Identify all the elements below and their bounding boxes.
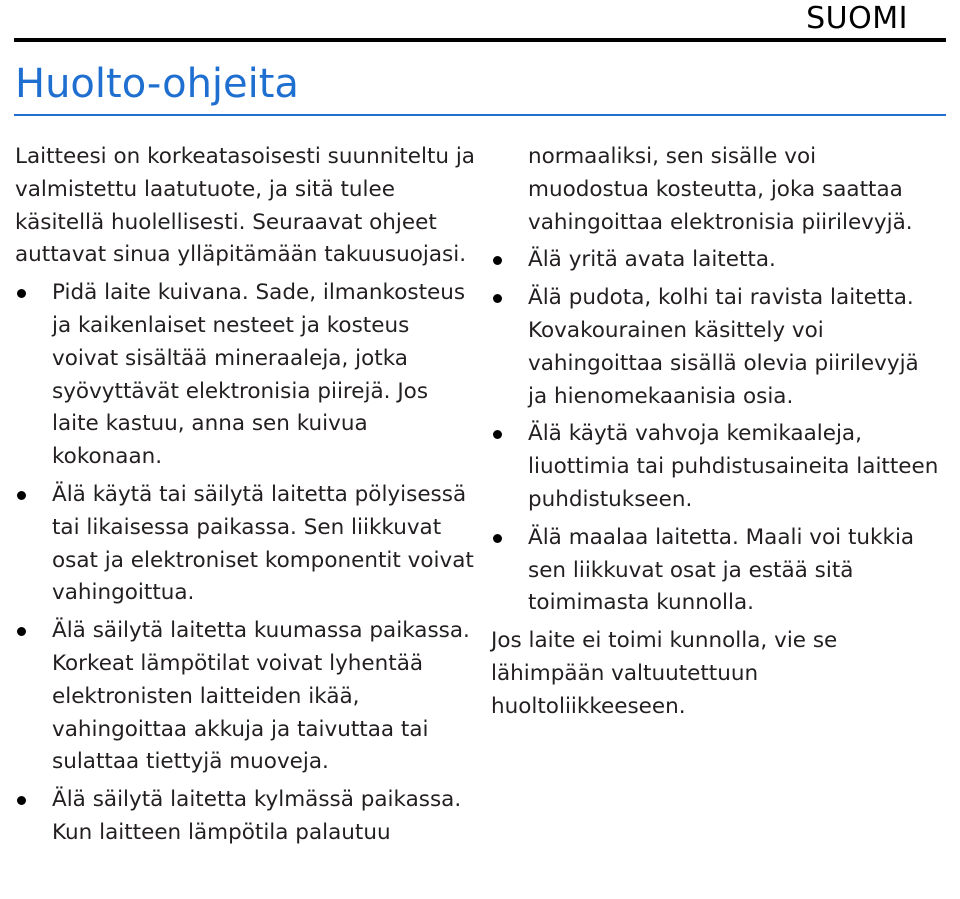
list-item-text: Älä säilytä laitetta kuumassa paikassa. Korkeat lämpötilat voivat lyhentää elektronisten laitteiden ikää, vahingoittaa akkuja ja taivuttaa tai sulattaa tiettyjä muoveja. — [52, 618, 470, 775]
bullet-icon — [493, 430, 502, 439]
bullet-icon — [17, 289, 26, 298]
list-item-text: Älä yritä avata laitetta. — [528, 247, 776, 273]
bullet-icon — [493, 256, 502, 265]
page-title: Huolto-ohjeita — [15, 61, 299, 107]
list-item-text: Älä pudota, kolhi tai ravista laitetta. Kovakourainen käsittely voi vahingoittaa sisällä olevia piirilevyjä ja hienomekaanisia osia. — [528, 285, 919, 409]
list-item — [491, 418, 941, 516]
bullet-icon — [17, 491, 26, 500]
list-item — [491, 522, 941, 620]
list-item — [491, 282, 941, 413]
top-rule — [14, 38, 946, 42]
left-column — [15, 141, 475, 850]
list-item-text: Älä käytä tai säilytä laitetta pölyisessä tai likaisessa paikassa. Sen liikkuvat osat ja elektroniset komponentit voivat vahingoittua. — [52, 481, 474, 606]
right-column — [491, 141, 941, 724]
list-item-text: Älä säilytä laitetta kylmässä paikassa. Kun laitteen lämpötila palautuu — [52, 787, 462, 845]
list-item — [15, 277, 475, 474]
intro-paragraph: Laitteesi on korkeatasoisesti suunniteltu ja valmistettu laatutuote, ja sitä tulee käsitellä huolellisesti. Seuraavat ohjeet auttavat sinua ylläpitämään takuusuojasi. — [15, 144, 475, 268]
list-item-text: Pidä laite kuivana. Sade, ilmankosteus ja kaikenlaiset nesteet ja kosteus voivat sisältää mineraaleja, jotka syövyttävät elektronisia piirejä. Jos laite kastuu, anna sen kuivua kokonaan. — [52, 280, 466, 470]
bullet-icon — [17, 627, 26, 636]
list-item — [491, 244, 941, 277]
language-label: SUOMI — [806, 1, 908, 36]
list-item — [15, 479, 475, 610]
bullet-icon — [493, 294, 502, 303]
title-rule — [14, 114, 946, 116]
list-item — [15, 615, 475, 779]
bullet-icon — [493, 534, 502, 543]
list-item-text: Älä maalaa laitetta. Maali voi tukkia sen liikkuvat osat ja estää sitä toimimasta kunnolla. — [528, 524, 915, 616]
care-list-right — [491, 244, 941, 620]
closing-paragraph: Jos laite ei toimi kunnolla, vie se lähimpään valtuutettuun huoltoliikkeeseen. — [491, 628, 838, 719]
bullet-icon — [17, 796, 26, 805]
continued-text: normaaliksi, sen sisälle voi muodostua kosteutta, joka saattaa vahingoittaa elektronisia piirilevyjä. — [528, 144, 913, 235]
care-list-left — [15, 277, 475, 850]
list-item-text: Älä käytä vahvoja kemikaaleja, liuottimia tai puhdistusaineita laitteen puhdistukseen. — [528, 421, 939, 512]
list-item — [15, 784, 475, 850]
